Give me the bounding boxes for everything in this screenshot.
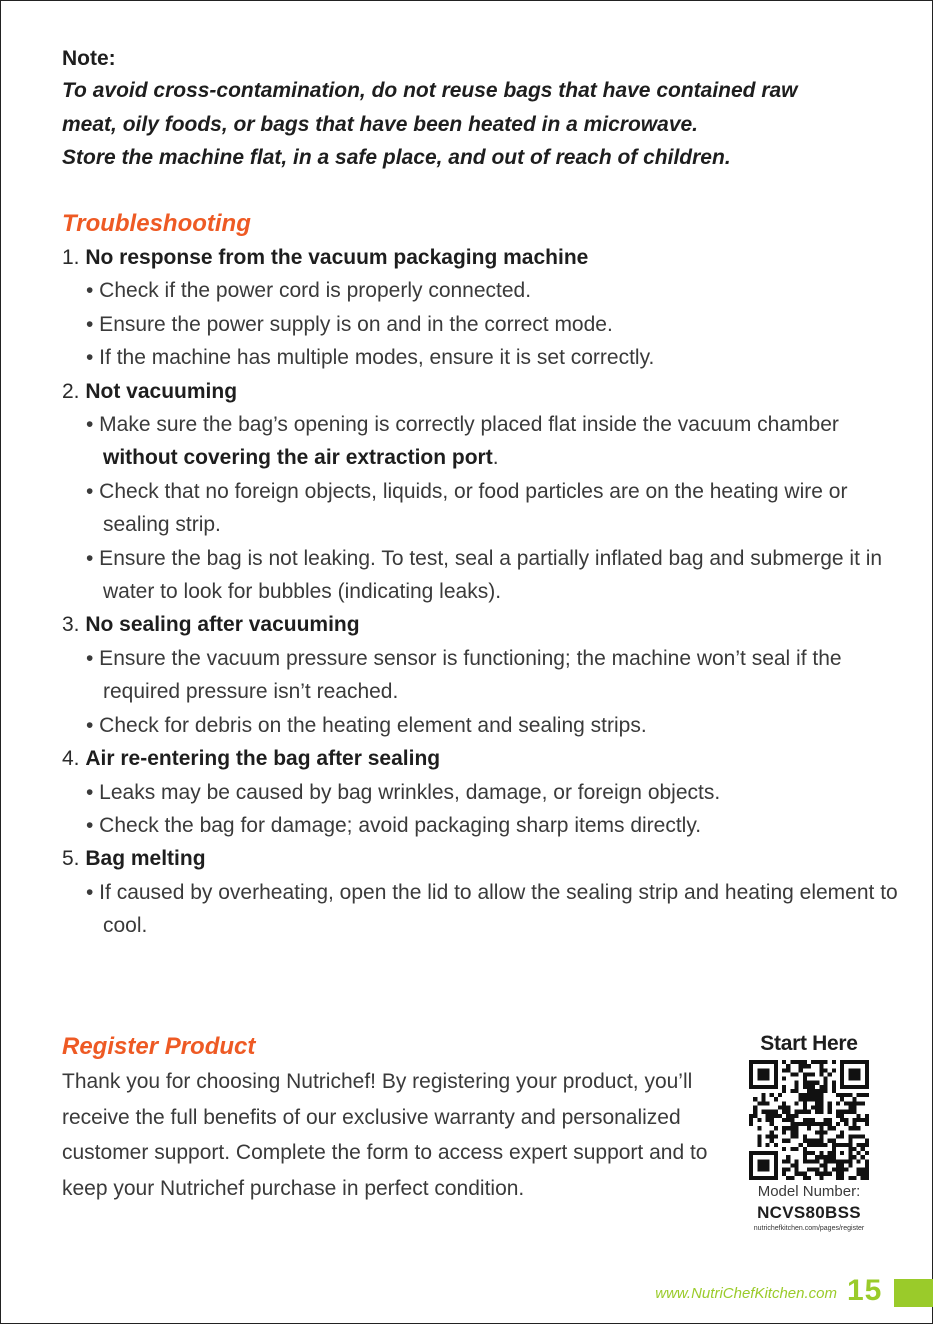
item-title: Not vacuuming (85, 379, 238, 403)
bullet-list (62, 274, 902, 374)
bullet-item: • If caused by overheating, open the lid to allow the sealing strip and heating element to cool. (86, 880, 898, 938)
bullet-emphasis: without covering the air extraction port (103, 446, 493, 470)
page-number: 15 (847, 1274, 883, 1307)
note-section (62, 44, 902, 175)
bullet-item: • Leaks may be caused by bag wrinkles, damage, or foreign objects. (86, 780, 721, 804)
register-body: Thank you for choosing Nutrichef! By registering your product, you’ll receive the full benefits of our exclusive warranty and personalized customer support. Complete the form to access expert support and to keep your Nutrichef purchase in perfect condition. (62, 1070, 708, 1200)
item-number: 1. (62, 246, 80, 269)
bullet-list (62, 408, 902, 608)
register-section (62, 1030, 722, 1227)
note-line: meat, oily foods, or bags that have been heated in a microwave. (62, 112, 699, 136)
item-number: 4. (62, 747, 80, 771)
bullet-item: • If the machine has multiple modes, ensure it is set correctly. (86, 346, 655, 370)
bullet-list (62, 876, 902, 943)
bullet-text: . (492, 446, 499, 470)
bullet-item: • Check that no foreign objects, liquids, or food particles are on the heating wire or sealing strip. (86, 479, 848, 537)
bullet-item: • Check the bag for damage; avoid packaging sharp items directly. (86, 813, 702, 837)
troubleshooting-item (62, 842, 902, 942)
bullet-item: • Check if the power cord is properly connected. (86, 279, 532, 303)
troubleshooting-item (62, 742, 902, 842)
item-heading (62, 742, 902, 775)
bullet-item: • Ensure the vacuum pressure sensor is functioning; the machine won’t seal if the required pressure isn’t reached. (86, 646, 842, 704)
troubleshooting-section (62, 207, 902, 943)
item-heading (62, 375, 902, 408)
qr-block (748, 1030, 870, 1234)
bullet-item: • Ensure the power supply is on and in the correct mode. (86, 312, 613, 336)
troubleshooting-item (62, 241, 902, 375)
item-title: Bag melting (85, 847, 206, 871)
troubleshooting-title: Troubleshooting (62, 210, 251, 237)
qr-code[interactable] (749, 1060, 869, 1180)
bullet-text: • Make sure the bag’s opening is correctly placed flat inside the vacuum chamber (86, 413, 839, 437)
bullet-list (62, 776, 902, 843)
item-title: Air re-entering the bag after sealing (85, 747, 441, 771)
bullet-item (86, 408, 902, 475)
register-title: Register Product (62, 1033, 256, 1060)
footer-website-link[interactable]: www.NutriChefKitchen.com (655, 1285, 837, 1302)
bullet-list (62, 642, 902, 742)
item-heading (62, 608, 902, 641)
item-number: 3. (62, 613, 80, 637)
register-url[interactable]: nutrichefkitchen.com/pages/register (753, 1225, 865, 1232)
item-title: No sealing after vacuuming (85, 613, 360, 637)
note-line: Store the machine flat, in a safe place, and out of reach of children. (62, 146, 731, 169)
troubleshooting-list (62, 241, 902, 943)
troubleshooting-item (62, 375, 902, 609)
model-number-label: Model Number: (757, 1183, 861, 1200)
model-number: NCVS80BSS (757, 1203, 861, 1222)
item-heading (62, 842, 902, 875)
troubleshooting-item (62, 608, 902, 742)
page-tab-decoration (894, 1279, 933, 1307)
start-here-heading: Start Here (760, 1032, 858, 1055)
note-title: Note: (62, 47, 116, 70)
bullet-item: • Ensure the bag is not leaking. To test, seal a partially inflated bag and submerge it in water to look for bubbles (indicating leaks). (86, 546, 883, 604)
note-line: To avoid cross-contamination, do not reuse bags that have contained raw (62, 79, 798, 102)
bullet-item: • Check for debris on the heating element and sealing strips. (86, 713, 647, 737)
item-number: 2. (62, 379, 80, 403)
item-heading (62, 241, 902, 274)
item-number: 5. (62, 847, 80, 871)
item-title: No response from the vacuum packaging machine (85, 246, 589, 269)
